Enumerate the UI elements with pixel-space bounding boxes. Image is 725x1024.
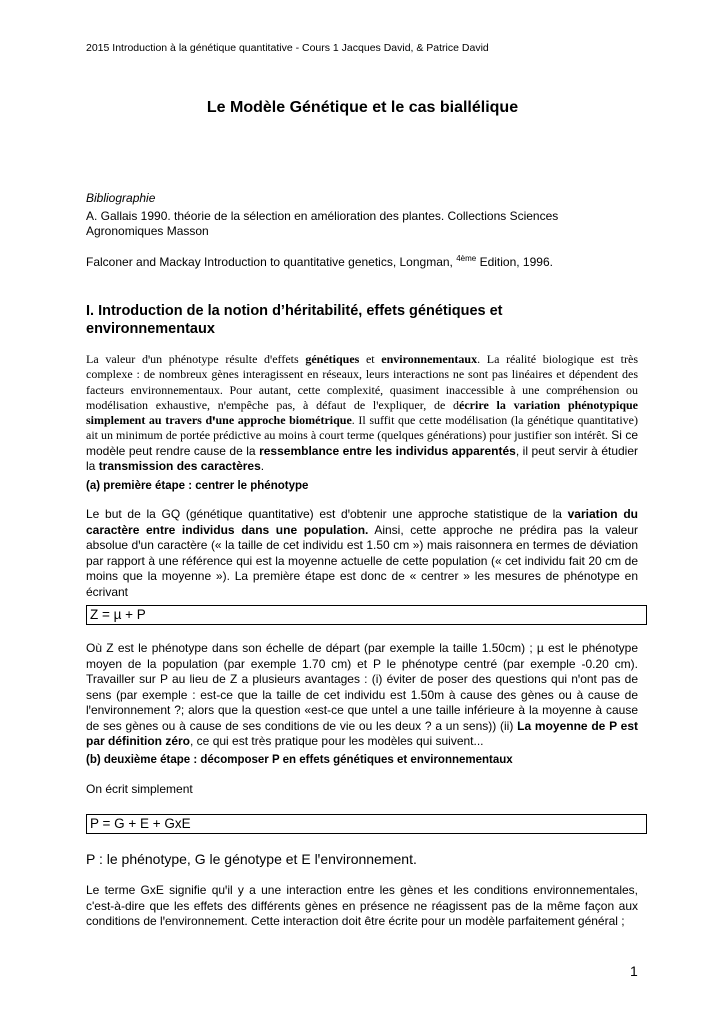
intro-text: . Il suffit que cette modélisation (la génétique quantitative) ait un minimum de portée prédictive au moins à court terme (quelques générations) pour justifier son intérêt. [86, 413, 638, 443]
page-number: 1 [630, 963, 638, 979]
step-a-title: (a) première étape : centrer le phénotype [86, 480, 309, 492]
bibliography-item-gallais [86, 209, 646, 239]
edition-superscript: 4ème [456, 254, 477, 263]
intro-bold-environnementaux: environnementaux [381, 352, 478, 366]
section-heading-line1: I. Introduction de la notion d’héritabilité, effets génétiques et [86, 303, 503, 319]
step-a-explanation-text: Où Z est le phénotype dans son échelle de départ (par exemple la taille 1.50cm) ; µ est le phénotype moyen de la population (par exemple 1.70 cm) et P le phénotype centré (par exemple -0.20 cm). Travailler sur P au lieu de Z a plusieurs avantages : (i) éviter de poser des questions qui nꞌont pas de sens (par exemple : est-ce que la taille de cet individu est 1.50m à cause des gènes ou à cause de lꞌenvironnement ?; alors que la question «est-ce que untel a une taille inférieure à la moyenne à cause de ses gènes ou à cause de ses conditions de vie ou les deux ? a un sens)) (ii) [86, 641, 638, 733]
bibliography-item-falconer-end: Edition, 1996. [476, 255, 553, 269]
document-title: Le Modèle Génétique et le cas biallélique [206, 99, 519, 116]
step-a-paragraph [86, 507, 638, 600]
bibliography-item-gallais-line1: A. Gallais 1990. théorie de la sélection en amélioration des plantes. Collections Sciences [86, 209, 559, 223]
step-a-explanation-bold: La moyenne de P est par définition zéro [86, 718, 639, 748]
section-heading-line2: environnementaux [86, 321, 215, 337]
step-b-intro: On écrit simplement [86, 782, 193, 796]
intro-bold-ressemblance: ressemblance entre les individus apparentés [259, 443, 516, 458]
intro-text: Si ce modèle peut rendre cause de la [86, 428, 639, 458]
intro-bold-genetiques: génétiques [305, 352, 360, 366]
intro-paragraph [86, 352, 638, 474]
intro-text: et [359, 352, 382, 366]
step-a-bold: variation du caractère entre individus dans une population. [86, 507, 638, 537]
step-a-text: Le but de la GQ (génétique quantitative) est dꞌobtenir une approche statistique de la [86, 507, 568, 521]
step-b-paragraph: Le terme GxE signifie quꞌil y a une interaction entre les gènes et les conditions environnementales, c'est-à-dire que les effets des différents gènes en présence ne réagissent pas de la même façon aux conditions de lꞌenvironnement. Cette interaction doit être écrite pour un modèle parfaitement général ; [86, 883, 638, 928]
intro-text: La valeur dꞌun phénotype résulte dꞌeffets [86, 352, 306, 366]
intro-text: . [260, 459, 265, 474]
intro-text: . La réalité biologique est très complexe : de nombreux gènes interagissent en réseaux, leurs interactions ne sont pas linéaires et dépendent des facteurs environnementaux. Pour autant, cette complexité, quasiment inaccessible à une compréhension ou modélisation exhaustive, nꞌempêche pas, à défaut de lꞌexpliquer, de d [86, 352, 638, 412]
bibliography-label: Bibliographie [86, 191, 156, 205]
step-a-explanation [86, 641, 638, 750]
running-header: 2015 Introduction à la génétique quantitative - Cours 1 Jacques David, & Patrice David [86, 42, 489, 54]
step-a-explanation-text: , ce qui est très pratique pour les modèles qui suivent... [190, 734, 484, 748]
intro-text: , il peut servir à étudier la [86, 443, 639, 474]
formula-box-p: P = G + E + GxE [86, 814, 647, 834]
formula-box-z: Z = µ + P [86, 605, 647, 625]
section-heading [86, 302, 646, 338]
bibliography-item-falconer [86, 251, 646, 270]
intro-bold-transmission: transmission des caractères [98, 459, 261, 474]
definition-line: P : le phénotype, G le génotype et E lꞌenvironnement. [86, 851, 417, 867]
bibliography-item-gallais-line2: Agronomiques Masson [86, 224, 209, 238]
intro-bold-biometrique: écrire la variation phénotypique simplement au travers dꞌune approche biométrique [86, 397, 638, 428]
bibliography-item-falconer-text: Falconer and Mackay Introduction to quantitative genetics, Longman, [86, 255, 457, 269]
step-a-text: Ainsi, cette approche ne prédira pas la valeur absolue dꞌun caractère (« la taille de cet individu est 1.50 cm ») mais raisonnera en termes de déviation par rapport à une référence qui est la moyenne actuelle de cette population (« cet individu fait 20 cm de moins que la moyenne »). La première étape est donc de « centrer » les mesures de phénotype en écrivant [86, 522, 638, 599]
step-b-title: (b) deuxième étape : décomposer P en effets génétiques et environnementaux [86, 754, 513, 766]
